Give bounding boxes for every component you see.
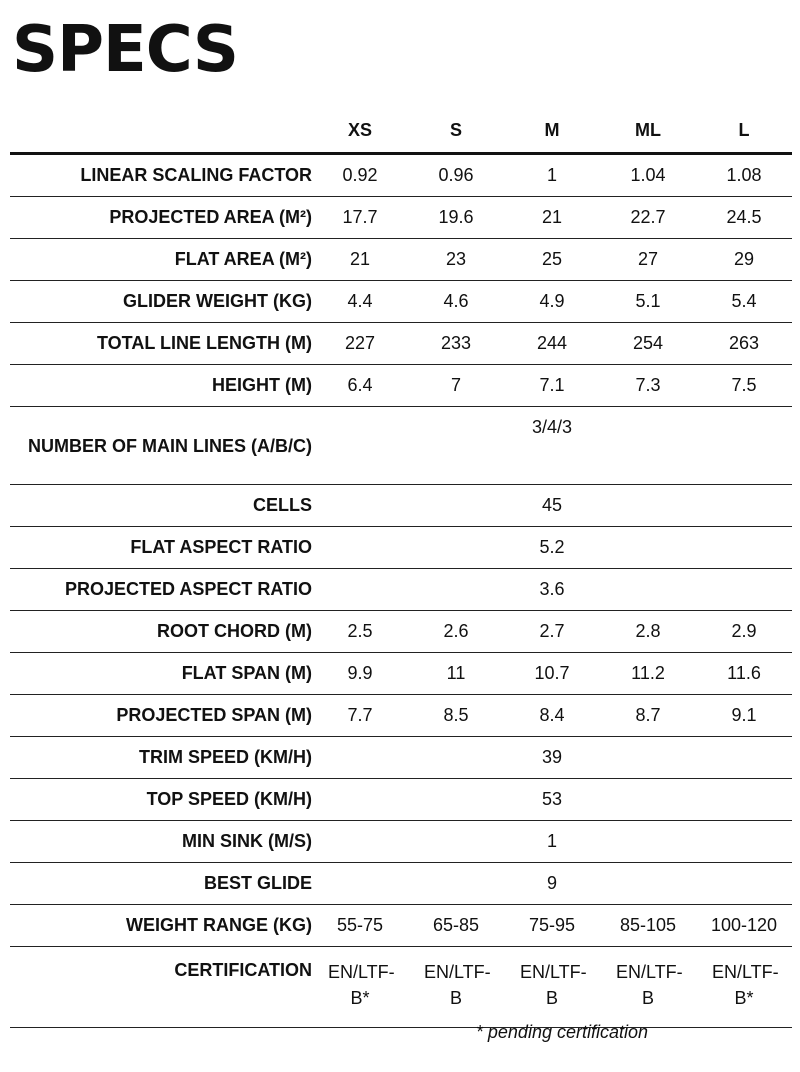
cell-value: 8.7 bbox=[600, 695, 696, 737]
cell-value: 2.7 bbox=[504, 611, 600, 653]
row-label: NUMBER OF MAIN LINES (A/B/C) bbox=[10, 407, 312, 485]
cell-value: 4.4 bbox=[312, 281, 408, 323]
cell-value: 9.1 bbox=[696, 695, 792, 737]
cell-value-shared: 39 bbox=[312, 737, 792, 779]
row-label: PROJECTED AREA (M²) bbox=[10, 197, 312, 239]
cell-value: EN/LTF-B* bbox=[696, 947, 792, 1028]
table-row bbox=[10, 737, 792, 779]
cell-value: 65-85 bbox=[408, 905, 504, 947]
cell-value: 24.5 bbox=[696, 197, 792, 239]
row-label: TRIM SPEED (KM/H) bbox=[10, 737, 312, 779]
cell-value: 11 bbox=[408, 653, 504, 695]
cell-value: 244 bbox=[504, 323, 600, 365]
table-row bbox=[10, 863, 792, 905]
table-row bbox=[10, 821, 792, 863]
cell-value: 10.7 bbox=[504, 653, 600, 695]
cell-value: 85-105 bbox=[600, 905, 696, 947]
cell-value: 0.92 bbox=[312, 154, 408, 197]
page-title: SPECS bbox=[12, 13, 238, 87]
row-label: GLIDER WEIGHT (KG) bbox=[10, 281, 312, 323]
cell-value: 1.04 bbox=[600, 154, 696, 197]
cell-value: EN/LTF-B bbox=[504, 947, 600, 1028]
header-size: S bbox=[408, 108, 504, 154]
row-label: TOTAL LINE LENGTH (M) bbox=[10, 323, 312, 365]
cell-value: 8.4 bbox=[504, 695, 600, 737]
table-row bbox=[10, 695, 792, 737]
cell-value-shared: 53 bbox=[312, 779, 792, 821]
cell-value-shared: 3/4/3 bbox=[312, 407, 792, 485]
table-row bbox=[10, 905, 792, 947]
cell-value: 21 bbox=[312, 239, 408, 281]
table-row bbox=[10, 947, 792, 1028]
table-row bbox=[10, 611, 792, 653]
cell-value: 2.5 bbox=[312, 611, 408, 653]
cell-value-shared: 9 bbox=[312, 863, 792, 905]
table-row bbox=[10, 407, 792, 485]
cell-value: 7.3 bbox=[600, 365, 696, 407]
header-row bbox=[10, 108, 792, 154]
cell-value: 7 bbox=[408, 365, 504, 407]
row-label: PROJECTED ASPECT RATIO bbox=[10, 569, 312, 611]
row-label: FLAT ASPECT RATIO bbox=[10, 527, 312, 569]
table-row bbox=[10, 197, 792, 239]
cell-value: 27 bbox=[600, 239, 696, 281]
cell-value: 19.6 bbox=[408, 197, 504, 239]
cell-value: 11.2 bbox=[600, 653, 696, 695]
table-row bbox=[10, 281, 792, 323]
cell-value: 23 bbox=[408, 239, 504, 281]
cell-value: 2.9 bbox=[696, 611, 792, 653]
cell-value: 25 bbox=[504, 239, 600, 281]
cell-value: 17.7 bbox=[312, 197, 408, 239]
cell-value: 7.7 bbox=[312, 695, 408, 737]
row-label: BEST GLIDE bbox=[10, 863, 312, 905]
table-row bbox=[10, 154, 792, 197]
cell-value: EN/LTF-B* bbox=[312, 947, 408, 1028]
table-row bbox=[10, 653, 792, 695]
header-size: ML bbox=[600, 108, 696, 154]
cell-value: 5.4 bbox=[696, 281, 792, 323]
row-label: TOP SPEED (KM/H) bbox=[10, 779, 312, 821]
cell-value: 29 bbox=[696, 239, 792, 281]
table-row bbox=[10, 239, 792, 281]
cell-value: 233 bbox=[408, 323, 504, 365]
cell-value: EN/LTF-B bbox=[408, 947, 504, 1028]
cell-value: 263 bbox=[696, 323, 792, 365]
cell-value: 0.96 bbox=[408, 154, 504, 197]
row-label: FLAT SPAN (M) bbox=[10, 653, 312, 695]
cell-value: 1 bbox=[504, 154, 600, 197]
cell-value: 4.6 bbox=[408, 281, 504, 323]
cell-value: 22.7 bbox=[600, 197, 696, 239]
table-row bbox=[10, 365, 792, 407]
cell-value: 7.1 bbox=[504, 365, 600, 407]
header-size: M bbox=[504, 108, 600, 154]
cell-value: EN/LTF-B bbox=[600, 947, 696, 1028]
row-label: FLAT AREA (M²) bbox=[10, 239, 312, 281]
cell-value: 254 bbox=[600, 323, 696, 365]
cell-value: 1.08 bbox=[696, 154, 792, 197]
table-row bbox=[10, 323, 792, 365]
cell-value: 11.6 bbox=[696, 653, 792, 695]
header-empty bbox=[10, 108, 312, 154]
cell-value: 227 bbox=[312, 323, 408, 365]
header-size: L bbox=[696, 108, 792, 154]
specs-table bbox=[10, 108, 792, 1028]
row-label: MIN SINK (M/S) bbox=[10, 821, 312, 863]
cell-value-shared: 3.6 bbox=[312, 569, 792, 611]
row-label: PROJECTED SPAN (M) bbox=[10, 695, 312, 737]
header-size: XS bbox=[312, 108, 408, 154]
table-row bbox=[10, 485, 792, 527]
cell-value: 5.1 bbox=[600, 281, 696, 323]
cell-value: 55-75 bbox=[312, 905, 408, 947]
cell-value: 2.8 bbox=[600, 611, 696, 653]
row-label: CELLS bbox=[10, 485, 312, 527]
cell-value: 21 bbox=[504, 197, 600, 239]
cell-value-shared: 1 bbox=[312, 821, 792, 863]
row-label: LINEAR SCALING FACTOR bbox=[10, 154, 312, 197]
cell-value: 2.6 bbox=[408, 611, 504, 653]
cell-value: 8.5 bbox=[408, 695, 504, 737]
cell-value-shared: 45 bbox=[312, 485, 792, 527]
cell-value: 6.4 bbox=[312, 365, 408, 407]
row-label: HEIGHT (M) bbox=[10, 365, 312, 407]
cell-value: 9.9 bbox=[312, 653, 408, 695]
table-row bbox=[10, 779, 792, 821]
cell-value: 7.5 bbox=[696, 365, 792, 407]
row-label: CERTIFICATION bbox=[10, 947, 312, 1028]
cell-value: 4.9 bbox=[504, 281, 600, 323]
table-row bbox=[10, 569, 792, 611]
cell-value-shared: 5.2 bbox=[312, 527, 792, 569]
table-row bbox=[10, 527, 792, 569]
cell-value: 100-120 bbox=[696, 905, 792, 947]
footnote: * pending certification bbox=[475, 1022, 648, 1042]
row-label: ROOT CHORD (M) bbox=[10, 611, 312, 653]
cell-value: 75-95 bbox=[504, 905, 600, 947]
row-label: WEIGHT RANGE (KG) bbox=[10, 905, 312, 947]
